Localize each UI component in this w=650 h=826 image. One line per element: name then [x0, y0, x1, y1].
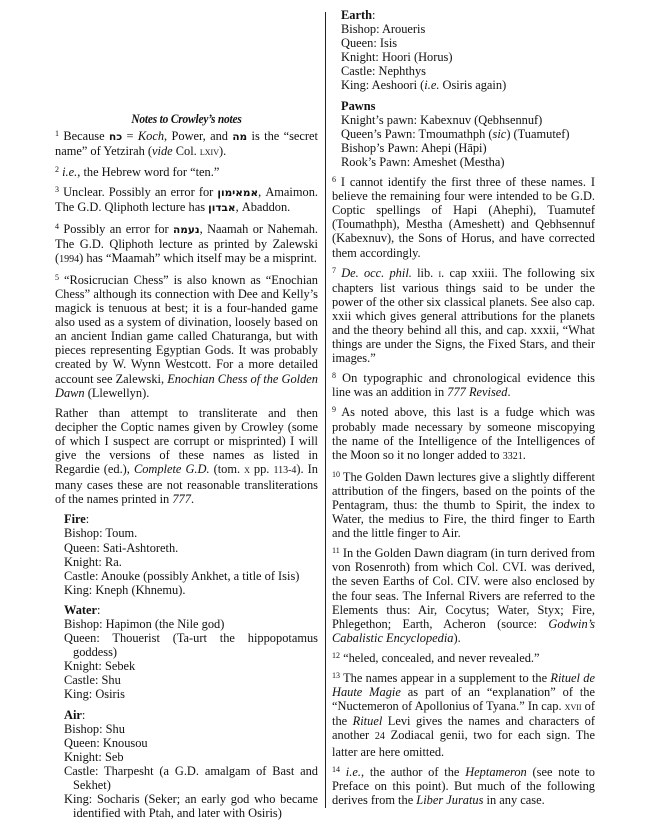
group-heading	[64, 603, 318, 617]
text-run: , Naamah or Nahemah. The G.D. Qliphoth lecture as printed by Zalewski (	[55, 221, 318, 265]
text-run: Bishop: Aroueris	[341, 22, 426, 37]
group-heading-text: Air	[64, 707, 82, 722]
text-run: lib.	[411, 265, 439, 280]
italic-text: i.e.	[62, 165, 78, 180]
footnote-9	[332, 405, 595, 463]
hebrew-text: אבדון	[208, 202, 236, 215]
text-run: The names appear in a supplement to the	[340, 671, 551, 686]
body-paragraph	[55, 406, 318, 507]
footnote-number: 2	[55, 165, 59, 175]
text-run: Knight’s pawn: Kabexnuv (Qebhsennuf)	[341, 112, 543, 127]
text-run: , the Hebrew word for “ten.”	[77, 165, 220, 180]
piece-entry: Queen: Knousou	[64, 735, 148, 750]
footnote-number: 4	[55, 221, 59, 231]
heading-colon: :	[97, 602, 101, 617]
chess-piece-groups	[55, 512, 318, 820]
text-run: ) has “Maamah” which itself may be a misprint.	[79, 250, 317, 265]
text-run: “heled, concealed, and never revealed.”	[340, 650, 540, 665]
text-run: ) (Tuamutef)	[506, 126, 570, 141]
piece-entry: Knight: Ra.	[64, 554, 122, 569]
text-run: , Power, and	[164, 129, 233, 144]
hebrew-text: כח	[109, 131, 123, 144]
footnote-14	[332, 765, 595, 807]
footnote-11	[332, 546, 595, 645]
text-run: Because	[59, 129, 109, 144]
right-column	[332, 8, 595, 813]
italic-text: vide	[152, 144, 173, 159]
footnote-6	[332, 175, 595, 260]
italic-text: Rituel de Haute Magie	[332, 671, 595, 700]
text-run: , Abaddon.	[235, 200, 291, 215]
piece-entry	[341, 113, 595, 127]
piece-entry: Castle: Shu	[64, 673, 121, 688]
footnote-number: 14	[332, 764, 340, 774]
italic-text: i.e.	[345, 764, 361, 779]
italic-text: De. occ. phil.	[341, 265, 412, 280]
hebrew-text: נעמה	[173, 223, 200, 236]
footnote-7	[332, 266, 595, 366]
text-run: . cap xxiii. The following six chapters list various things said to be under the power of the other six classical planets. See also cap. xxii which gives general attributions for the planets and the theory behind all this, and cap. xxxii, “What things are under the Signs, the Fixed Stars, and their images.”	[332, 265, 595, 366]
hebrew-text: אמאימון	[217, 187, 259, 200]
piece-entry: Bishop: Hapimon (the Nile god)	[64, 617, 225, 631]
footnote-3	[55, 185, 318, 215]
element-group-earth	[332, 8, 595, 93]
footnote-number: 13	[332, 671, 340, 681]
text-run: of the	[332, 699, 595, 729]
text-run: I cannot identify the first three of these names. I believe the remaining four were intended to be G.D. Coptic spellings of Hapi (Ahephi), Tuamutef (Toumathph), Mestha (Ameshett) and Qebhsennuf (Kabexnuv), the Sons of Horus, and have corrected them accordingly.	[332, 175, 595, 260]
text-run: Queen: Isis	[341, 36, 398, 51]
oldstyle-number: 3321	[502, 450, 523, 462]
group-heading-text: Water	[64, 602, 98, 617]
italic-text: Godwin’s Cabalistic Encyclopedia	[332, 616, 595, 645]
text-run: “Rosicrucian Chess” is also known as “Enochian Chess” although its connection with Dee and Kelly’s magick is tenuous at best; it is a four-handed game also used as a system of divination, loosely based on an ancient Indian game called Chaturanga, but with pieces representing Egyptian Gods. It was probably created by W. Wynn Westcott. For a more detailed account see Zalewski,	[55, 272, 318, 386]
small-caps-text: lxiv	[199, 146, 219, 159]
text-run: =	[122, 129, 138, 144]
text-run: Possibly an error for	[59, 221, 174, 236]
element-group-fire	[55, 512, 318, 597]
piece-entry	[341, 50, 595, 64]
piece-entry: King: Kneph (Khnemu).	[64, 582, 186, 597]
text-run: In the Golden Dawn diagram (in turn derived from von Rosenroth) from which Col. CVI. was derived, the seven Earths of Col. CIV. were also enclosed by the four seas. The Infernal Rivers are referred to the Elements thus: Air, Cocytus; Water, Styx; Fire, Phlegethon; Earth, Acheron (source:	[332, 546, 595, 631]
group-heading-text: Fire	[64, 512, 86, 527]
small-caps-text: xvii	[564, 701, 582, 714]
text-run: Col.	[172, 144, 200, 159]
group-heading-text: Earth	[341, 8, 372, 22]
footnote-2	[55, 165, 318, 179]
oldstyle-number: 1994	[59, 253, 80, 265]
piece-entry	[341, 36, 595, 50]
text-run: .	[190, 492, 195, 507]
footnote-number: 3	[55, 185, 59, 195]
element-group-air	[55, 708, 318, 821]
italic-text: Liber Juratus	[416, 792, 484, 807]
heading-colon: :	[371, 8, 376, 22]
piece-entry	[341, 127, 595, 141]
footnote-number: 6	[332, 175, 336, 185]
text-run: Levi gives the names and characters of another	[332, 714, 595, 743]
piece-entry	[341, 141, 595, 155]
oldstyle-number: 113-4	[273, 465, 297, 477]
italic-text: sic	[492, 126, 507, 141]
text-run: ). In many cases these are not reasonable transliterations of the names printed in	[55, 462, 318, 507]
italic-text: Heptameron	[465, 764, 527, 779]
text-run: Bishop’s Pawn: Ahepi (Hāpi)	[341, 140, 487, 155]
text-run: Knight: Hoori (Horus)	[341, 50, 453, 65]
group-heading	[341, 8, 595, 22]
piece-entry: Bishop: Toum.	[64, 526, 138, 541]
footnote-5	[55, 273, 318, 400]
text-run: in any case.	[483, 792, 545, 807]
element-group-pawns	[332, 99, 595, 169]
italic-text: Enochian Chess of the Golden Dawn	[55, 371, 318, 400]
left-notes	[55, 129, 318, 506]
footnote-number: 8	[332, 371, 336, 381]
piece-entry	[341, 64, 595, 78]
text-run: Queen’s Pawn: Tmoumathph (	[341, 126, 493, 141]
italic-text: Koch	[137, 129, 165, 144]
footnote-13	[332, 671, 595, 759]
group-heading	[341, 99, 595, 113]
text-run: .	[507, 385, 511, 400]
heading-colon: :	[81, 707, 86, 722]
footnote-number: 12	[332, 650, 340, 660]
piece-entry: King: Socharis (Seker; an early god who became identified with Ptah, and later with Osiris)	[64, 792, 318, 821]
oldstyle-number: 24	[374, 731, 385, 743]
piece-entry: Knight: Sebek	[64, 659, 136, 674]
hebrew-text: מה	[232, 131, 248, 144]
text-run: As noted above, this last is a fudge which was probably made necessary by someone miscopying the name of the Intelligence of the Intelligences of the Moon so it no longer added to	[332, 405, 595, 462]
text-run: ).	[453, 630, 461, 645]
footnote-10	[332, 470, 595, 540]
text-run: is the “secret name” of Yetzirah (	[55, 129, 319, 159]
piece-entry: Knight: Seb	[64, 749, 124, 764]
piece-entry: Queen: Sati-Ashtoreth.	[64, 540, 179, 555]
chess-piece-groups-continued	[332, 8, 595, 169]
text-run: (tom.	[209, 462, 245, 477]
piece-entry	[341, 155, 595, 169]
text-run: King: Aeshoori (	[341, 78, 425, 93]
text-run: ).	[218, 144, 227, 159]
element-group-water	[55, 603, 318, 702]
group-heading	[64, 708, 318, 722]
footnote-number: 10	[332, 469, 340, 479]
text-run: Unclear. Possibly an error for	[59, 185, 218, 200]
italic-text: 777	[172, 492, 191, 507]
text-run: Zodiacal genii, two for each sign. The latter are here omitted.	[332, 728, 595, 759]
heading-colon: :	[85, 512, 90, 527]
text-run: , the author of the	[360, 764, 466, 779]
text-run: The Golden Dawn lectures give a slightly different attribution of the fingers, based on the points of the Pentagram, thus: the thumb to Spirit, the index to Water, the medius to Fire, the third finger to Earth and the little finger to Air.	[332, 469, 595, 541]
piece-entry: Castle: Anouke (possibly Ankhet, a title of Isis)	[64, 568, 300, 583]
right-notes	[332, 175, 595, 807]
piece-entry: King: Osiris	[64, 687, 125, 702]
italic-text: Rituel	[352, 714, 383, 729]
small-caps-text: i	[438, 267, 442, 280]
text-run: Rook’s Pawn: Ameshet (Mestha)	[341, 154, 505, 169]
text-run: (see note to Preface on this point). But much of the following derives from the	[332, 764, 595, 807]
text-run: Osiris again)	[439, 78, 507, 93]
italic-text: Complete G.D.	[133, 462, 210, 477]
text-run: Rather than attempt to transliterate and then decipher the Coptic names given by Crowley (some of which I suspect are corrupt or misprinted) I will give the versions of these names as listed in Regardie (ed.),	[55, 405, 318, 477]
left-column	[55, 112, 318, 826]
piece-entry: Castle: Tharpesht (a G.D. amalgam of Bast and Sekhet)	[64, 763, 318, 793]
footnote-12	[332, 651, 595, 665]
italic-text: 777 Revised	[447, 385, 508, 400]
text-run: Castle: Nephthys	[341, 64, 427, 79]
footnote-number: 1	[55, 129, 59, 139]
small-caps-text: x	[244, 464, 250, 477]
footnote-number: 9	[332, 405, 336, 415]
footnote-number: 7	[332, 265, 336, 275]
text-run: pp.	[249, 462, 274, 477]
group-heading	[64, 512, 318, 526]
footnote-number: 11	[332, 546, 340, 556]
piece-entry: Queen: Thouerist (Ta-urt the hippopotamus goddess)	[64, 631, 318, 660]
column-divider	[325, 12, 326, 808]
footnote-4	[55, 222, 318, 267]
group-heading-text: Pawns	[341, 98, 376, 113]
text-run: , Amaimon. The G.D. Qliphoth lecture has	[55, 185, 318, 215]
section-title: Notes to Crowley’s notes	[131, 112, 242, 126]
text-run: .	[522, 447, 526, 462]
text-run: as part of an “explanation” of the “Nuctemeron of Apollonius of Tyana.” In cap.	[332, 685, 595, 714]
piece-entry	[341, 22, 595, 36]
text-run: On typographic and chronological evidence this line was an addition in	[332, 371, 595, 400]
footnote-number: 5	[55, 272, 59, 282]
footnote-1	[55, 129, 318, 159]
piece-entry: Bishop: Shu	[64, 721, 125, 736]
text-run: (Llewellyn).	[84, 385, 150, 400]
piece-entry	[341, 78, 595, 92]
italic-text: i.e.	[424, 78, 440, 93]
footnote-8	[332, 371, 595, 399]
